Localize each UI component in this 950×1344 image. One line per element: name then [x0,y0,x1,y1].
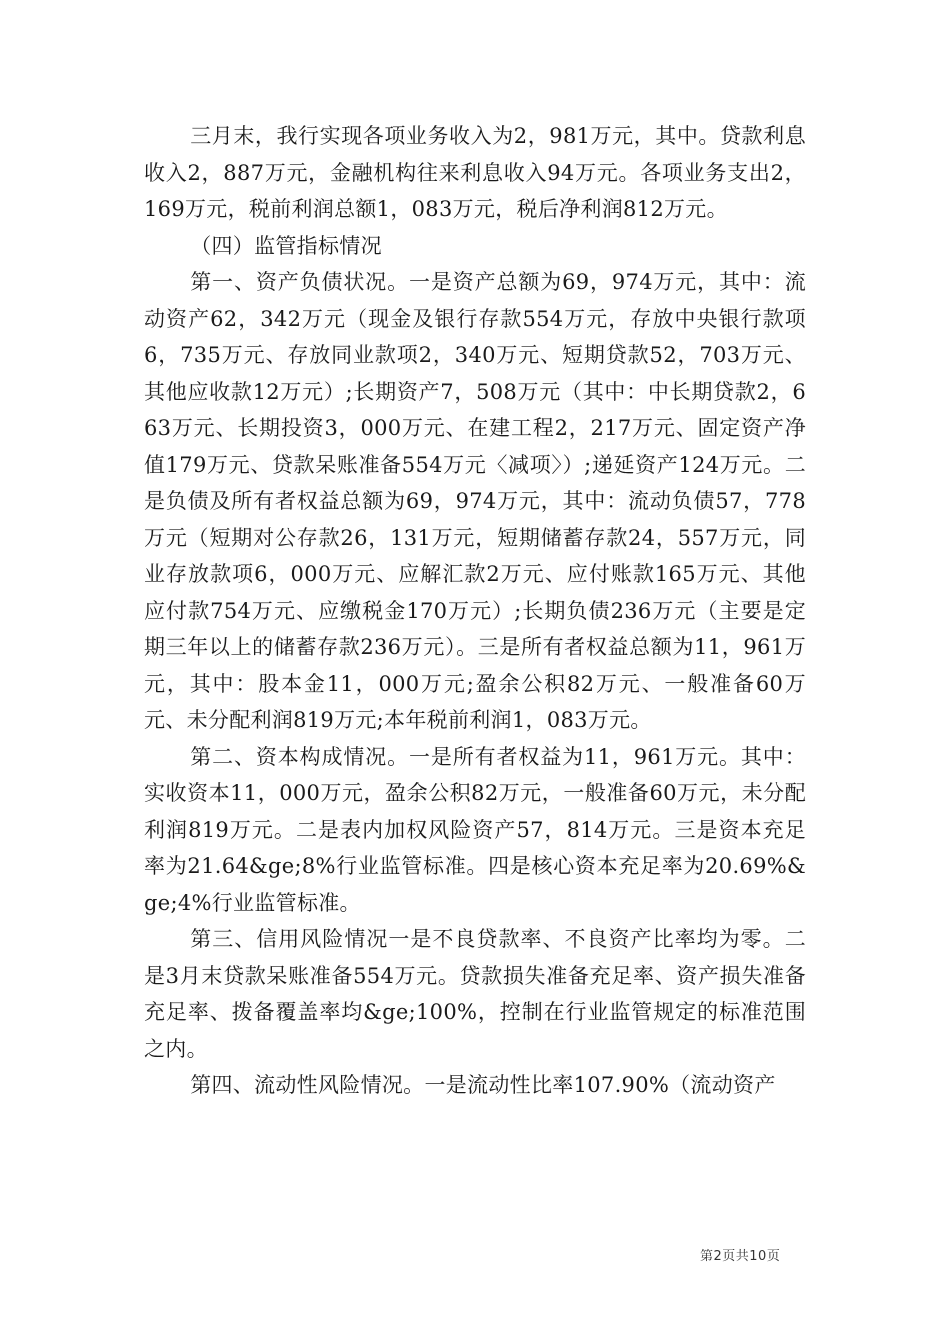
paragraph-balance-sheet: 第一、资产负债状况。一是资产总额为69，974万元，其中：流动资产62，342万元（现金及银行存款554万元，存放中央银行款项6，735万元、存放同业款项2，340万元、短期贷款52，703万元、其他应收款12万元）;长期资产7，508万元（其中：中长期贷款2，663万元、长期投资3，000万元、在建工程2，217万元、固定资产净值179万元、贷款呆账准备554万元〈减项〉）;递延资产124万元。二是负债及所有者权益总额为69，974万元，其中：流动负债57，778万元（短期对公存款26，131万元，短期储蓄存款24，557万元，同业存放款项6，000万元、应解汇款2万元、应付账款165万元、其他应付款754万元、应缴税金170万元）;长期负债236万元（主要是定期三年以上的储蓄存款236万元）。三是所有者权益总额为11，961万元，其中：股本金11，000万元;盈余公积82万元、一般准备60万元、未分配利润819万元;本年税前利润1，083万元。 [144,270,806,732]
section-heading-regulatory-indicators: （四）监管指标情况 [190,233,382,258]
document-body [144,118,806,1104]
paragraph-capital-structure: 第二、资本构成情况。一是所有者权益为11，961万元。其中：实收资本11，000万元，盈余公积82万元，一般准备60万元，未分配利润819万元。二是表内加权风险资产57，814万元。三是资本充足率为21.64&ge;8%行业监管标准。四是核心资本充足率为20.69%&ge;4%行业监管标准。 [144,744,806,915]
paragraph-liquidity-risk: 第四、流动性风险情况。一是流动性比率107.90%（流动资产 [190,1073,776,1097]
paragraph-income: 三月末，我行实现各项业务收入为2，981万元，其中。贷款利息收入2，887万元，金融机构往来利息收入94万元。各项业务支出2，169万元，税前利润总额1，083万元，税后净利润812万元。 [144,124,806,221]
page-number-footer: 第2页共10页 [700,1249,781,1264]
paragraph-credit-risk: 第三、信用风险情况一是不良贷款率、不良资产比率均为零。二是3月末贷款呆账准备554万元。贷款损失准备充足率、资产损失准备充足率、拨备覆盖率均&ge;100%，控制在行业监管规定的标准范围之内。 [144,927,806,1061]
